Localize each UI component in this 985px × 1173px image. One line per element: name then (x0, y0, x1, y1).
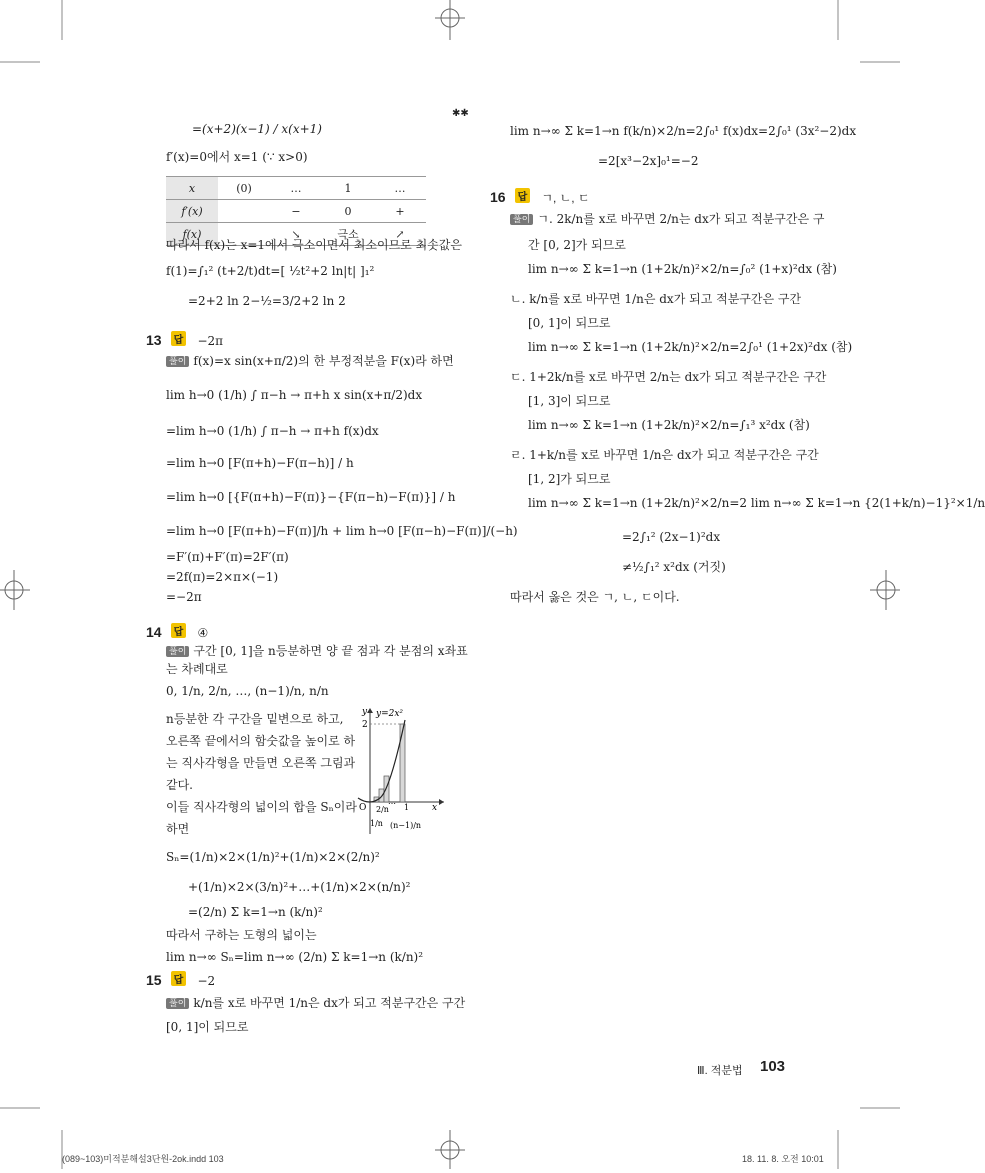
y-axis-label: y (362, 707, 368, 717)
page-number: 103 (760, 1058, 786, 1075)
eq-line: lim n→∞ Σ k=1→n (1+2k/n)²×2/n=2 lim n→∞ Σ k=1→n {2(1+k/n)−1}²×1/n (528, 496, 985, 510)
eq-line: =−2π (166, 590, 202, 604)
table-cell: 극소 (322, 223, 374, 246)
eq-line: lim n→∞ Σ k=1→n f(k/n)×2/n=2∫₀¹ f(x)dx=2∫₀¹ (3x²−2)dx (510, 124, 857, 138)
variation-table (166, 176, 426, 246)
eq-line: lim n→∞ Σ k=1→n (1+2k/n)²×2/n=2∫₀¹ (1+2x)²dx (참) (528, 340, 853, 354)
eq-line: =2[x³−2x]₀¹=−2 (598, 154, 699, 168)
eq-line: f(1)=∫₁² (t+2/t)dt=[ ½t²+2 ln|t| ]₁² (166, 264, 375, 278)
problem-16-header (490, 187, 590, 206)
table-cell: … (374, 177, 426, 200)
text-line: 하면 (166, 822, 190, 836)
text-line: 이들 직사각형의 넓이의 합을 Sₙ이라 (166, 800, 357, 814)
x-tick-label: 1 (404, 803, 410, 812)
answer-tag: 답 (515, 188, 531, 203)
text-line: ㄴ. k/n를 x로 바꾸면 1/n은 dx가 되고 적분구간은 구간 (510, 292, 802, 306)
eq-line: lim n→∞ Σ k=1→n (1+2k/n)²×2/n=∫₀² (1+x)²dx (참) (528, 262, 837, 276)
table-cell: x (166, 177, 218, 200)
eq-line: lim h→0 (1/h) ∫ π−h → π+h x sin(x+π/2)dx (166, 388, 423, 402)
table-row (166, 177, 426, 200)
riemann-sum-graph (356, 704, 448, 840)
problem-13-header (146, 330, 223, 349)
solution-text: 구간 [0, 1]을 n등분하면 양 끝 점과 각 분점의 x좌표 (193, 644, 468, 658)
problem-number: 16 (490, 189, 506, 205)
eq-line: lim n→∞ Σ k=1→n (1+2k/n)²×2/n=∫₁³ x²dx (참) (528, 418, 810, 432)
table-cell: − (270, 200, 322, 223)
eq-line: ≠½∫₁² x²dx (거짓) (622, 560, 726, 574)
eq-line: =2∫₁² (2x−1)²dx (622, 530, 721, 544)
answer-tag: 답 (171, 331, 187, 346)
solution-line (510, 212, 825, 227)
eq-line: 0, 1/n, 2/n, …, (n−1)/n, n/n (166, 684, 329, 698)
eq-derivative-zero: f′(x)=0에서 x=1 (∵ x>0) (166, 150, 308, 164)
text-line: [1, 2]가 되므로 (528, 472, 611, 486)
eq-line: =lim h→0 [{F(π+h)−F(π)}−{F(π−h)−F(π)}] / h (166, 490, 456, 504)
eq-line: =2f(π)=2×π×(−1) (166, 570, 279, 584)
solution-text: ㄱ. 2k/n를 x로 바꾸면 2/n는 dx가 되고 적분구간은 구 (537, 212, 825, 226)
text-line: [0, 1]이 되므로 (166, 1020, 249, 1034)
text-line: ㄹ. 1+k/n를 x로 바꾸면 1/n은 dx가 되고 적분구간은 구간 (510, 448, 819, 462)
answer-value: ④ (197, 626, 209, 640)
solution-text: k/n를 x로 바꾸면 1/n은 dx가 되고 적분구간은 구간 (193, 996, 466, 1010)
answer-tag: 답 (171, 971, 187, 986)
y-tick-label: 2 (362, 720, 368, 730)
table-cell: ↗ (374, 223, 426, 246)
text-line: 는 차례대로 (166, 662, 228, 676)
center-ornament: ✱✱ (452, 108, 469, 119)
table-cell (218, 200, 270, 223)
graph-axes (370, 710, 444, 834)
solution-text: f(x)=x sin(x+π/2)의 한 부정적분을 F(x)라 하면 (193, 354, 454, 368)
text-line: 는 직사각형을 만들면 오른쪽 그림과 (166, 756, 356, 770)
x-tick-label: 1/n (370, 819, 383, 828)
table-cell: 1 (322, 177, 374, 200)
problem-14-header (146, 622, 208, 641)
riemann-rectangles (374, 724, 405, 802)
text-line: ㄷ. 1+2k/n를 x로 바꾸면 2/n는 dx가 되고 적분구간은 구간 (510, 370, 827, 384)
text-line: n등분한 각 구간을 밑변으로 하고, (166, 712, 344, 726)
solution-tag: 풀이 (166, 646, 189, 657)
text-line: 같다. (166, 778, 193, 792)
solution-line (166, 644, 468, 659)
eq-fraction: =(x+2)(x−1) / x(x+1) (192, 122, 322, 136)
eq-line: =F′(π)+F′(π)=2F′(π) (166, 550, 289, 564)
problem-15-header (146, 970, 215, 989)
problem-number: 15 (146, 972, 162, 988)
text-line: 따라서 f(x)는 x=1에서 극소이면서 최소이므로 최솟값은 (166, 238, 462, 252)
date-info: 18. 11. 8. 오전 10:01 (742, 1154, 824, 1164)
solution-line (166, 354, 454, 369)
table-cell: … (270, 177, 322, 200)
x-axis-label: x (432, 803, 438, 813)
chapter-label: Ⅲ. 적분법 (697, 1065, 743, 1077)
text-line: [1, 3]이 되므로 (528, 394, 611, 408)
file-info: (089~103)미적분해설3단원-2ok.indd 103 (62, 1154, 224, 1164)
solution-line (166, 996, 465, 1011)
eq-line: =lim h→0 [F(π+h)−F(π−h)] / h (166, 456, 354, 470)
eq-line: =lim h→0 (1/h) ∫ π−h → π+h f(x)dx (166, 424, 379, 438)
solution-tag: 풀이 (510, 214, 533, 225)
answer-tag: 답 (171, 623, 187, 638)
table-cell: (0) (218, 177, 270, 200)
origin-label: O (359, 803, 367, 813)
eq-line: Sₙ=(1/n)×2×(1/n)²+(1/n)×2×(2/n)² (166, 850, 380, 864)
x-tick-label: 2/n (376, 805, 389, 814)
eq-line: lim n→∞ Sₙ=lim n→∞ (2/n) Σ k=1→n (k/n)² (166, 950, 424, 964)
text-line: [0, 1]이 되므로 (528, 316, 611, 330)
eq-line: =2+2 ln 2−½=3/2+2 ln 2 (188, 294, 346, 308)
table-cell: 0 (322, 200, 374, 223)
eq-line: =(2/n) Σ k=1→n (k/n)² (188, 905, 323, 919)
text-line: 따라서 구하는 도형의 넓이는 (166, 928, 317, 942)
answer-value: −2π (197, 334, 224, 348)
solution-tag: 풀이 (166, 998, 189, 1009)
problem-number: 13 (146, 332, 162, 348)
text-line: 오른쪽 끝에서의 함숫값을 높이로 하 (166, 734, 356, 748)
eq-line: +(1/n)×2×(3/n)²+…+(1/n)×2×(n/n)² (188, 880, 411, 894)
table-row (166, 200, 426, 223)
table-cell: f(x) (166, 223, 218, 246)
text-line: 간 [0, 2]가 되므로 (528, 238, 626, 252)
func-label: y=2x² (376, 709, 404, 719)
table-cell: ↘ (270, 223, 322, 246)
x-tick-label: (n−1)/n (390, 821, 422, 830)
eq-line: =lim h→0 [F(π+h)−F(π)]/h + lim h→0 [F(π−h)−F(π)]/(−h) (166, 524, 518, 538)
table-cell: + (374, 200, 426, 223)
text-line: 따라서 옳은 것은 ㄱ, ㄴ, ㄷ이다. (510, 590, 680, 604)
answer-value: ㄱ, ㄴ, ㄷ (541, 191, 590, 205)
problem-number: 14 (146, 624, 162, 640)
solution-tag: 풀이 (166, 356, 189, 367)
table-cell: f′(x) (166, 200, 218, 223)
x-tick-label: … (388, 797, 396, 806)
answer-value: −2 (197, 974, 216, 988)
